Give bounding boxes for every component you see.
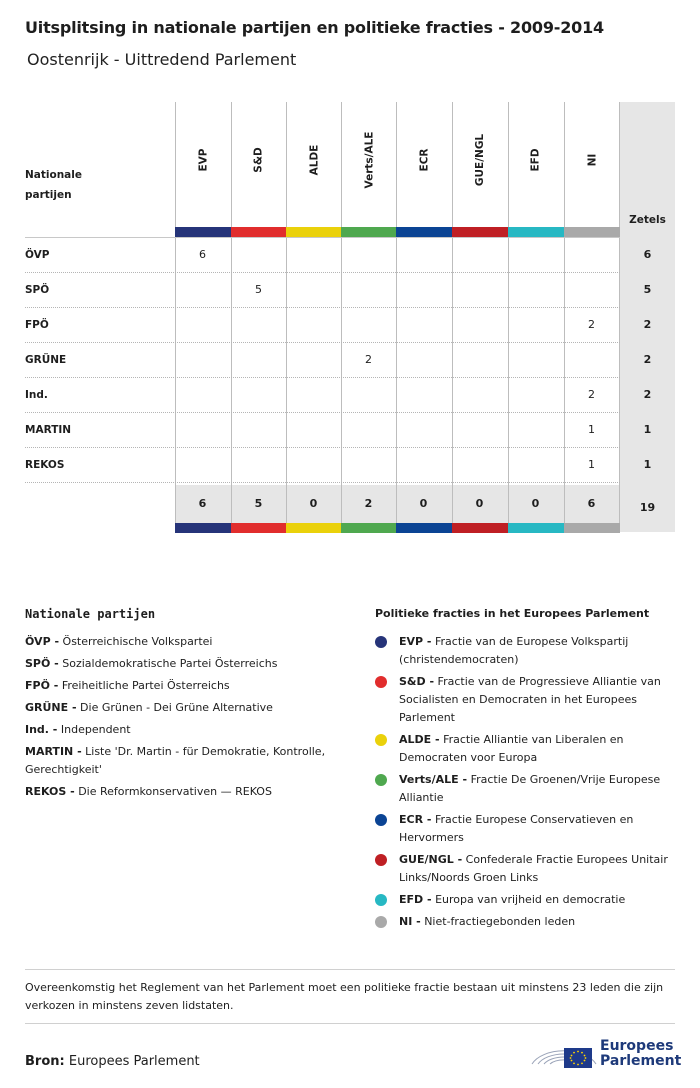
page-title: Uitsplitsing in nationale partijen en politieke fracties - 2009-2014 [25, 18, 604, 37]
divider-bottom [25, 1023, 675, 1024]
national-legend-name: Österreichische Volkspartei [62, 635, 213, 648]
national-legend-item [25, 633, 345, 651]
group-legend-item [399, 913, 679, 931]
column-header-label: S&D [253, 147, 265, 173]
table-cell: 1 [588, 423, 595, 436]
group-legend-name: Fractie De Groenen/Vrije Europese Alliantie [399, 773, 661, 804]
row-party-label: GRÜNE [25, 354, 67, 366]
header-separator [25, 237, 620, 238]
row-separator [25, 377, 620, 378]
group-legend-abbr: EVP - [399, 635, 432, 648]
column-total-cell: 0 [475, 497, 484, 510]
group-legend-name: Fractie van de Progressieve Alliantie van Socialisten en Democraten in het Europees Parlement [399, 675, 661, 724]
group-color-dot-icon [375, 854, 387, 866]
national-legend-name: Sozialdemokratische Partei Österreichs [62, 657, 278, 670]
column-header [341, 102, 397, 218]
column-total-cell: 6 [587, 497, 596, 510]
row-total-cell: 2 [643, 318, 652, 331]
row-total-cell: 1 [643, 458, 652, 471]
row-separator [25, 307, 620, 308]
table-cell: 2 [588, 318, 595, 331]
group-legend-item [399, 851, 679, 887]
national-legend-name: Die Grünen - Dei Grüne Alternative [80, 701, 273, 714]
column-header-label: Verts/ALE [363, 131, 376, 189]
national-legend-item [25, 783, 345, 801]
row-total-cell: 2 [643, 353, 652, 366]
row-separator [25, 272, 620, 273]
logo-line-2: Parlement [600, 1053, 682, 1069]
table-cell: 1 [588, 458, 595, 471]
national-legend-abbr: Ind. - [25, 723, 58, 736]
group-color-bar [286, 523, 342, 533]
column-total-cell: 0 [531, 497, 540, 510]
national-legend-abbr: MARTIN - [25, 745, 82, 758]
row-separator [25, 342, 620, 343]
group-legend-abbr: NI - [399, 915, 421, 928]
group-color-bar [508, 227, 564, 237]
row-party-label: ÖVP [25, 249, 50, 261]
group-color-bar [286, 227, 342, 237]
group-color-dot-icon [375, 676, 387, 688]
column-header-label: NI [585, 153, 598, 167]
logo-line-1: Europees [600, 1038, 674, 1054]
row-party-label: MARTIN [25, 424, 72, 436]
group-color-bar [231, 227, 287, 237]
group-color-bar [452, 523, 508, 533]
group-legend-abbr: GUE/NGL - [399, 853, 463, 866]
column-header-label: EFD [530, 148, 542, 172]
logo-text [600, 1039, 681, 1069]
group-color-dot-icon [375, 916, 387, 928]
group-color-bar [396, 227, 452, 237]
footnote: Overeenkomstig het Reglement van het Parlement moet een politieke fractie bestaan uit minstens 23 leden die zijn verkozen in minstens zeven lidstaten. [25, 981, 664, 1012]
column-header-label: EVP [197, 148, 209, 172]
row-separator [25, 412, 620, 413]
group-legend-item [399, 771, 679, 807]
column-total-cell: 5 [254, 497, 263, 510]
national-legend-abbr: REKOS - [25, 785, 75, 798]
group-legend-item [399, 673, 679, 727]
row-header-label: Nationale partijen [25, 169, 82, 201]
row-party-label: FPÖ [25, 319, 49, 331]
group-legend-abbr: ECR - [399, 813, 432, 826]
column-header [564, 102, 620, 218]
group-color-bar [564, 227, 620, 237]
group-legend-name: Confederale Fractie Europees Unitair Links/Noords Groen Links [399, 853, 668, 884]
group-color-dot-icon [375, 894, 387, 906]
national-legend-item [25, 699, 345, 717]
source-label: Bron: [25, 1054, 65, 1069]
column-header [452, 102, 508, 218]
group-color-dot-icon [375, 636, 387, 648]
group-color-bar [508, 523, 564, 533]
divider-top [25, 969, 675, 970]
national-legend-item [25, 677, 345, 695]
column-header [396, 102, 452, 218]
row-separator [25, 447, 620, 448]
column-total-cell: 2 [364, 497, 373, 510]
row-total-cell: 5 [643, 283, 652, 296]
national-legend-item [25, 743, 345, 779]
group-color-dot-icon [375, 814, 387, 826]
column-total-cell: 0 [309, 497, 318, 510]
national-legend-name: Die Reformkonservativen — REKOS [78, 785, 272, 798]
group-color-dot-icon [375, 774, 387, 786]
row-separator [25, 482, 620, 483]
column-header [508, 102, 564, 218]
group-legend-abbr: EFD - [399, 893, 432, 906]
column-header [175, 102, 231, 218]
national-legend-name: Independent [60, 723, 131, 736]
group-legend-abbr: S&D - [399, 675, 435, 688]
group-color-bar [452, 227, 508, 237]
group-color-dot-icon [375, 734, 387, 746]
column-header-label: ECR [418, 148, 430, 172]
table-cell: 5 [255, 283, 262, 296]
national-legend-abbr: GRÜNE - [25, 701, 77, 714]
group-legend-name: Fractie van de Europese Volkspartij (christendemocraten) [399, 635, 629, 666]
group-color-bar [175, 227, 231, 237]
group-legend-name: Niet-fractiegebonden leden [424, 915, 576, 928]
table-cell: 2 [588, 388, 595, 401]
table-cell: 6 [199, 248, 206, 261]
group-legend-name: Fractie Alliantie van Liberalen en Democraten voor Europa [399, 733, 624, 764]
row-total-cell: 2 [643, 388, 652, 401]
group-legend-item [399, 731, 679, 767]
group-color-bar [341, 523, 397, 533]
column-header-label: ALDE [308, 144, 320, 176]
group-color-bar [341, 227, 397, 237]
national-legend-abbr: FPÖ - [25, 679, 59, 692]
column-header [286, 102, 342, 218]
group-legend-heading: Politieke fracties in het Europees Parlement [375, 607, 650, 620]
row-party-label: Ind. [25, 389, 48, 401]
national-legend-name: Freiheitliche Partei Österreichs [61, 679, 230, 692]
group-color-bar [396, 523, 452, 533]
group-legend-item [399, 633, 679, 669]
group-legend-abbr: Verts/ALE - [399, 773, 468, 786]
row-party-label: SPÖ [25, 284, 50, 296]
page-subtitle: Oostenrijk - Uittredend Parlement [27, 50, 297, 69]
national-legend-abbr: ÖVP - [25, 635, 60, 648]
table-cell: 2 [365, 353, 372, 366]
group-legend-name: Europa van vrijheid en democratie [435, 893, 626, 906]
column-header-label: GUE/NGL [474, 133, 486, 187]
national-legend-name: Liste 'Dr. Martin - für Demokratie, Kontrolle, Gerechtigkeit' [25, 745, 326, 776]
row-party-label: REKOS [25, 459, 65, 471]
group-legend-item [399, 811, 679, 847]
group-color-bar [564, 523, 620, 533]
column-header [231, 102, 287, 218]
source-value: Europees Parlement [68, 1054, 200, 1069]
row-total-cell: 1 [643, 423, 652, 436]
group-color-bar [231, 523, 287, 533]
group-legend-name: Fractie Europese Conservatieven en Hervormers [399, 813, 634, 844]
total-column-header: Zetels [629, 214, 666, 226]
national-legend-item [25, 721, 345, 739]
column-total-cell: 0 [419, 497, 428, 510]
source-line [25, 1054, 200, 1069]
national-legend-abbr: SPÖ - [25, 657, 59, 670]
group-legend-abbr: ALDE - [399, 733, 440, 746]
group-color-bar [175, 523, 231, 533]
group-legend-item [399, 891, 679, 909]
national-legend-item [25, 655, 345, 673]
national-legend-heading: Nationale partijen [25, 607, 156, 621]
grand-total-cell: 19 [639, 501, 656, 514]
column-total-cell: 6 [198, 497, 207, 510]
row-total-cell: 6 [643, 248, 652, 261]
